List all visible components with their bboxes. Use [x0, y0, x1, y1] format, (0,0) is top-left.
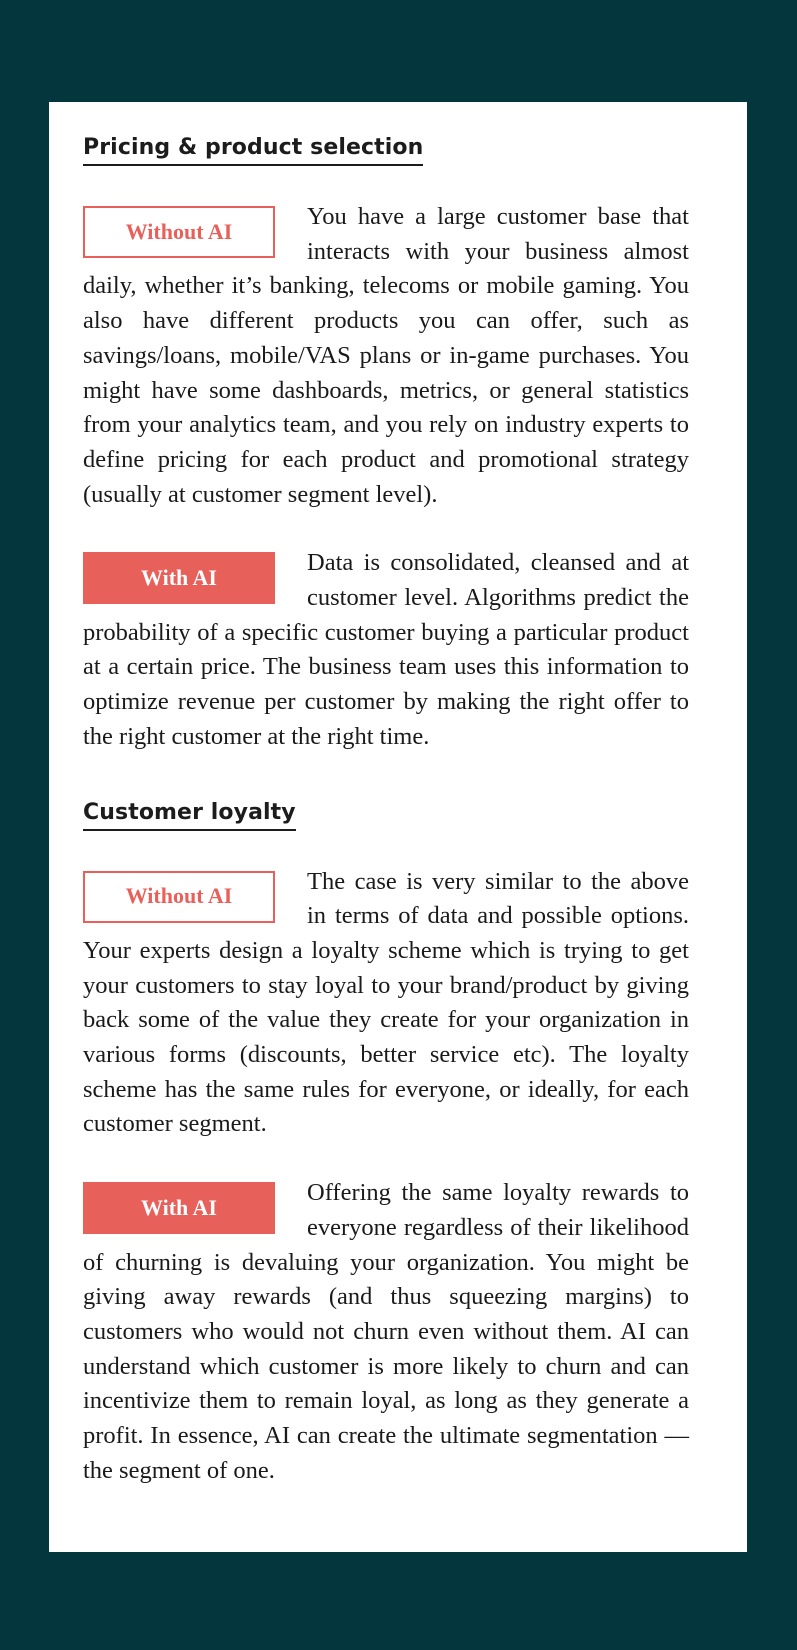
with-ai-text: Offering the same loyalty rewards to everyone regardless of their likelihood of churning is devaluing your organization. You might be giving away rewards (and thus squeezing margins) to customers who would not churn even without them. AI can understand which customer is more likely to churn and can incentivize them to remain loyal, as long as they generate a profit. In essence, AI can create the ultimate segmentation — the segment of one.: [83, 1179, 689, 1484]
without-ai-text: The case is very similar to the above in terms of data and possible options. Your experts design a loyalty scheme which is trying to get your customers to stay loyal to your brand/product by giving back some of the value they create for your organization in various forms (discounts, better service etc). The loyalty scheme has the same rules for everyone, or ideally, for each customer segment.: [83, 867, 689, 1138]
without-ai-block: [83, 200, 689, 512]
article-body: [83, 134, 689, 1489]
without-ai-text: You have a large customer base that interacts with your business almost daily, whether it’s banking, telecoms or mobile gaming. You also have different products you can offer, such as savings/loans, mobile/VAS plans or in-game purchases. You might have some dashboards, metrics, or general statistics from your analytics team, and you rely on industry experts to define pricing for each product and promotional strategy (usually at customer segment level).: [83, 203, 689, 508]
section-loyalty: [83, 799, 689, 1489]
without-ai-badge: Without AI: [83, 206, 275, 258]
section-heading: Pricing & product selection: [83, 134, 423, 166]
without-ai-block: [83, 865, 689, 1143]
without-ai-badge: Without AI: [83, 871, 275, 923]
content-card: [49, 102, 747, 1552]
with-ai-block: [83, 1176, 689, 1488]
section-heading: Customer loyalty: [83, 799, 296, 831]
section-pricing: [83, 134, 689, 755]
with-ai-block: [83, 546, 689, 754]
with-ai-badge: With AI: [83, 1182, 275, 1234]
with-ai-text: Data is consolidated, cleansed and at customer level. Algorithms predict the probability of a specific customer buying a particular product at a certain price. The business team uses this information to optimize revenue per customer by making the right offer to the right customer at the right time.: [83, 549, 689, 750]
with-ai-badge: With AI: [83, 552, 275, 604]
